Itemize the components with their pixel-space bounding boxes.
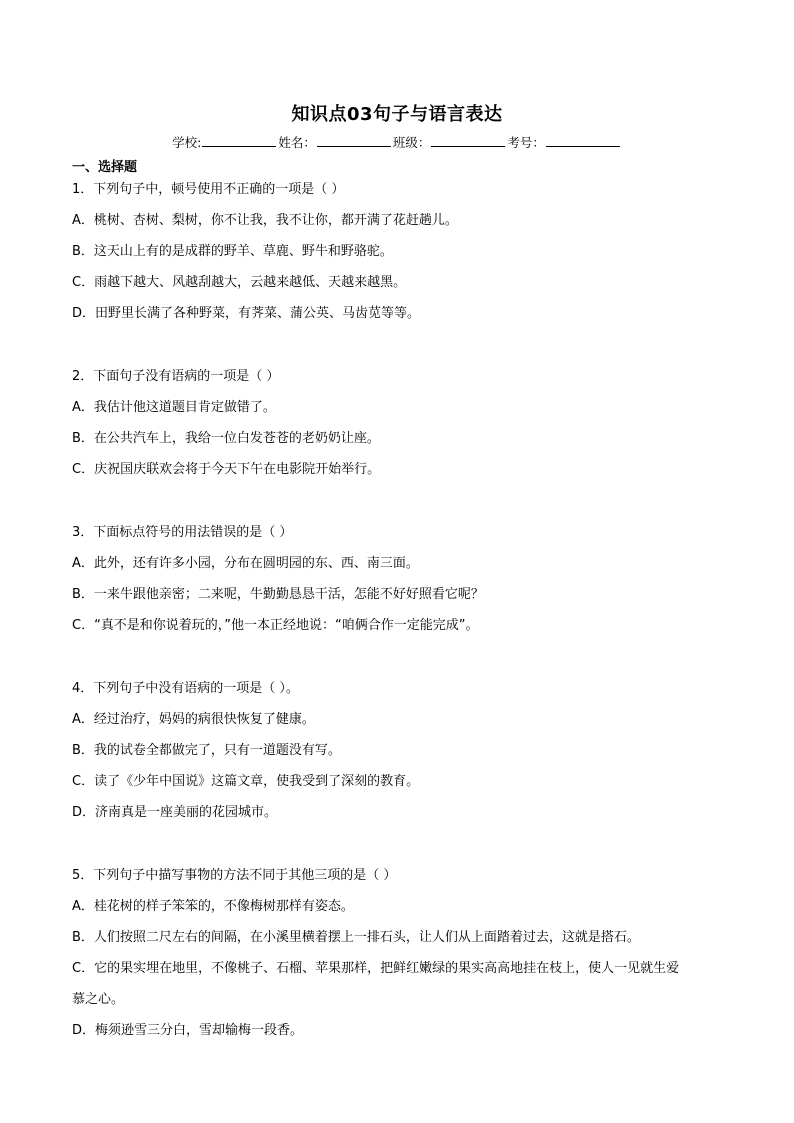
- class-blank: [431, 134, 505, 147]
- student-info-line: [0, 133, 794, 151]
- page-title: 知识点03句子与语言表达: [291, 104, 503, 125]
- name-blank: [317, 134, 391, 147]
- question-2-option-a: A．我估计他这道题目肯定做错了。: [72, 400, 276, 415]
- question-5-option-d: D．梅须逊雪三分白，雪却输梅一段香。: [72, 1023, 304, 1038]
- exam-no-label: 考号：: [507, 135, 545, 150]
- question-5-option-c-continued: 慕之心。: [72, 992, 125, 1007]
- question-1-option-a: A．桃树、杏树、梨树，你不让我，我不让你，都开满了花赶趟儿。: [72, 213, 458, 228]
- question-5-option-b: B．人们按照二尺左右的间隔，在小溪里横着摆上一排石头，让人们从上面踏着过去，这就是搭石。: [72, 930, 640, 945]
- class-label: 班级：: [392, 135, 431, 150]
- question-4-option-a: A．经过治疗，妈妈的病很快恢复了健康。: [72, 712, 315, 727]
- question-5-stem: 5．下列句子中描写事物的方法不同于其他三项的是（ ）: [72, 868, 397, 883]
- question-1-option-d: D．田野里长满了各种野菜，有荠菜、蒲公英、马齿苋等等。: [72, 306, 421, 321]
- question-2-option-c: C．庆祝国庆联欢会将于今天下午在电影院开始举行。: [72, 462, 381, 477]
- question-3-option-c: C．“真不是和你说着玩的，”他一本正经地说：“咱俩合作一定能完成”。: [72, 618, 479, 633]
- question-2-stem: 2．下面句子没有语病的一项是（ ）: [72, 369, 280, 384]
- name-label: 姓名：: [278, 135, 316, 150]
- question-1-stem: 1．下列句子中，顿号使用不正确的一项是（ ）: [72, 182, 345, 197]
- question-1-option-b: B．这天山上有的是成群的野羊、草鹿、野牛和野骆驼。: [72, 244, 393, 259]
- question-4-option-d: D．济南真是一座美丽的花园城市。: [72, 805, 278, 820]
- question-4-stem: 4．下列句子中没有语病的一项是（ ）。: [72, 681, 299, 696]
- question-5-option-a: A．桂花树的样子笨笨的，不像梅树那样有姿态。: [72, 899, 354, 914]
- section-heading: 一、选择题: [72, 160, 138, 175]
- question-1-option-c: C．雨越下越大、风越刮越大，云越来越低、天越来越黑。: [72, 275, 407, 290]
- question-4-option-b: B．我的试卷全都做完了，只有一道题没有写。: [72, 743, 341, 758]
- school-blank: [202, 134, 276, 147]
- question-3-option-b: B．一来牛跟他亲密；二来呢，牛勤勤恳恳干活，怎能不好好照看它呢？: [72, 587, 484, 602]
- question-4-option-c: C．读了《少年中国说》这篇文章，使我受到了深刻的教育。: [72, 774, 420, 789]
- school-label: 学校:: [172, 135, 202, 150]
- question-3-stem: 3．下面标点符号的用法错误的是（ ）: [72, 525, 293, 540]
- question-5-option-c: C．它的果实埋在地里，不像桃子、石榴、苹果那样，把鲜红嫩绿的果实高高地挂在枝上，使人一见就生爱: [72, 961, 680, 976]
- exam-no-blank: [546, 134, 620, 147]
- question-3-option-a: A．此外，还有许多小园，分布在圆明园的东、西、南三面。: [72, 556, 419, 571]
- question-2-option-b: B．在公共汽车上，我给一位白发苍苍的老奶奶让座。: [72, 431, 380, 446]
